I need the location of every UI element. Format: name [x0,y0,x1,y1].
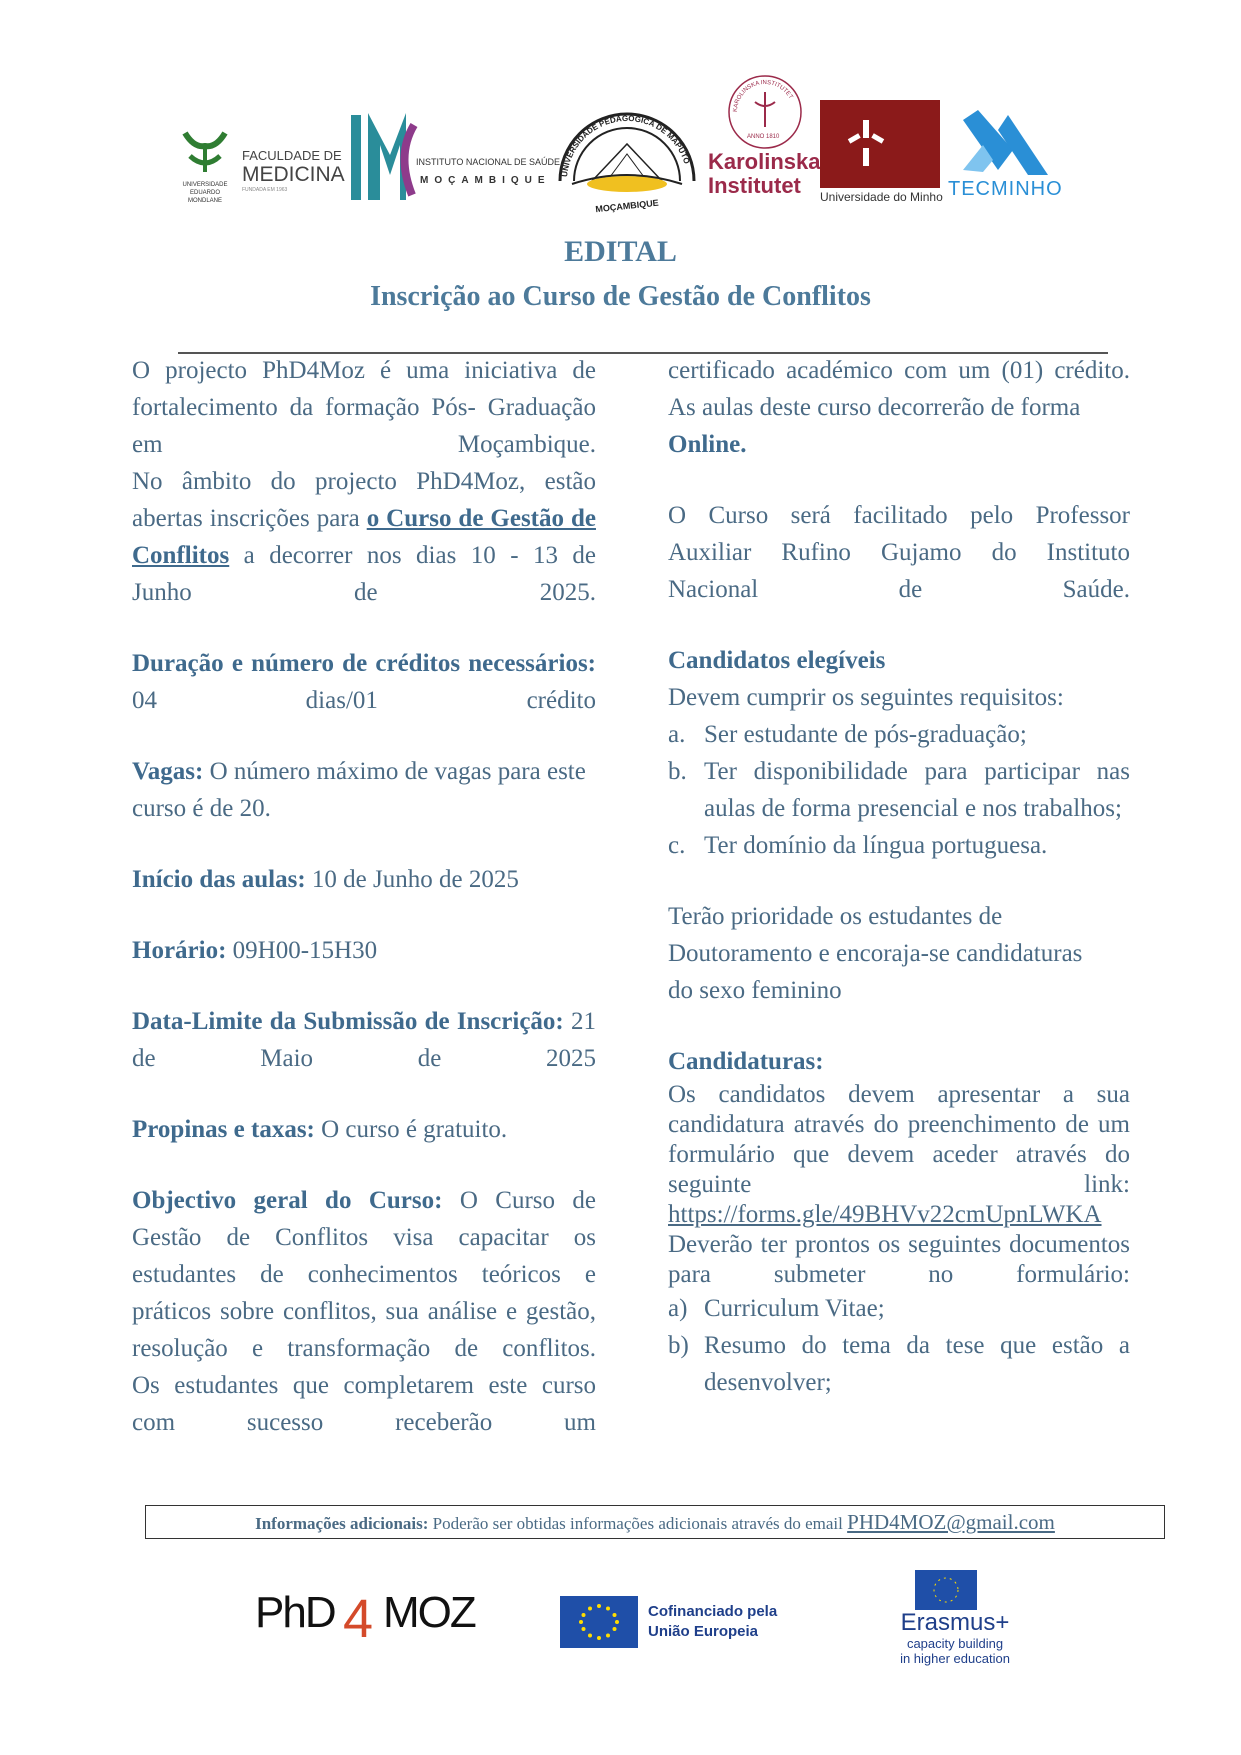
requisito-text: Ser estudante de pós-graduação; [704,721,1027,748]
vagas-value: O número máximo de vagas para este curso é de 20. [132,758,586,822]
ki-name-2: Institutet [708,173,801,198]
erasmus-name: Erasmus+ [900,1609,1010,1636]
online-word: Online. [668,431,747,458]
tecminho-logo [948,110,1063,210]
erasmus-flag-icon [915,1570,977,1610]
fmed-line-2: MEDICINA [242,163,345,186]
facilitado-paragraph: O Curso será facilitado pelo Professor Auxiliar Rufino Gujamo do Instituto Nacional de Saúde. [668,502,1130,603]
requisito-item [668,716,1130,753]
uem-line-2: EDUARDO [189,190,220,196]
info-email-link[interactable]: PHD4MOZ@gmail.com [847,1510,1055,1534]
requisito-marker: a. [668,721,686,748]
eu-line-1: Cofinanciado pela [648,1603,778,1620]
ki-seal-icon [725,72,805,152]
uminho-name: Universidade do Minho [820,190,943,204]
data-limite-value: 21 de Maio de 2025 [132,1008,596,1072]
fmed-logo [242,148,345,193]
propinas-value: O curso é gratuito. [314,1116,508,1143]
info-label: Informações adicionais: [255,1514,429,1533]
objectivo-label: Objectivo geral do Curso: [132,1187,443,1214]
requisito-marker: b. [668,758,687,785]
erasmus-sub-2: in higher education [900,1651,1010,1666]
vagas-label: Vagas: [132,758,204,785]
ki-year: ANNO 1810 [747,134,780,140]
requisito-item [668,827,1130,864]
requisito-text: Ter domínio da língua portuguesa. [704,832,1048,859]
horario-field [132,932,596,969]
requisitos-intro: Devem cumprir os seguintes requisitos: [668,684,1064,711]
phd4moz-moz: MOZ [383,1588,475,1637]
requisito-text: Ter disponibilidade para participar nas aulas de forma presencial e nos trabalhos; [704,758,1130,822]
up-emblem-icon [552,106,702,196]
online-paragraph [668,389,1130,463]
intro-paragraph: O projecto PhD4Moz é uma iniciativa de fortalecimento da formação Pós- Graduação em Moçambique. [132,357,596,458]
ki-logo [708,72,821,212]
propinas-label: Propinas e taxas: [132,1116,315,1143]
erasmus-logo [880,1570,1030,1670]
header-logo-row [180,79,1080,230]
candidaturas-paragraph: Os candidatos devem apresentar a sua candidatura através do preenchimento de um formulário que devem aceder através do seguinte link: [668,1081,1130,1198]
page-title: EDITAL [564,235,677,268]
erasmus-sub-1: capacity building [906,1636,1004,1651]
fmed-line-3: FUNDADA EM 1963 [242,187,288,193]
left-column [132,352,596,1441]
documento-marker: b) [668,1332,689,1359]
elegiveis-heading: Candidatos elegíveis [668,647,886,674]
intro-text-a: No âmbito do projecto PhD4Moz, estão abertas inscrições para [132,468,596,532]
requisito-item [668,753,1130,827]
uem-emblem-icon [180,128,230,176]
uminho-emblem [820,100,940,188]
objectivo-field [132,1182,596,1367]
duracao-field [132,645,596,719]
ki-name-1: Karolinska [708,149,821,174]
info-text: Poderão ser obtidas informações adicionais através do email [428,1514,848,1533]
documento-item [668,1290,1130,1327]
course-link[interactable]: o Curso de Gestão de Conflitos [132,505,596,569]
inicio-field [132,861,596,898]
online-text: As aulas deste curso decorrerão de forma [668,394,1081,421]
inicio-value: 10 de Junho de 2025 [305,866,519,893]
form-link[interactable]: https://forms.gle/49BHVv22cmUpnLWKA [668,1201,1102,1228]
horario-value: 09H00-15H30 [226,937,378,964]
eu-flag-icon [560,1596,638,1648]
right-column [668,352,1130,1401]
info-box [145,1505,1165,1539]
eu-cofunding-logo [560,1596,810,1656]
ins-line-1: INSTITUTO NACIONAL DE SAÚDE [416,157,561,167]
ins-emblem-icon [348,105,428,205]
ins-logo [348,105,561,205]
uminho-symbol-icon [846,118,886,168]
data-limite-label: Data-Limite da Submissão de Inscrição: [132,1008,564,1035]
page-subtitle: Inscrição ao Curso de Gestão de Conflitos [370,281,871,312]
certificado-paragraph: certificado académico com um (01) crédito. [668,357,1130,384]
up-bottom-text: MOÇAMBIQUE [594,197,660,215]
horario-label: Horário: [132,937,227,964]
documento-marker: a) [668,1295,688,1322]
prioridade-paragraph: Terão prioridade os estudantes de Doutoramento e encoraja-se candidaturas do sexo feminino [668,903,1083,1004]
uem-logo [180,128,230,208]
documento-text: Resumo do tema da tese que estão a desenvolver; [704,1332,1130,1396]
propinas-field [132,1111,596,1148]
intro-paragraph-2 [132,463,596,611]
tecminho-name: TECMINHO [948,178,1063,200]
phd4moz-phd: PhD [255,1588,335,1637]
documento-item [668,1327,1130,1401]
uem-line-1: UNIVERSIDADE [182,182,228,188]
data-limite-field [132,1003,596,1077]
eu-line-2: União Europeia [648,1623,759,1640]
phd4moz-num: 4 [343,1589,374,1649]
fmed-line-1: FACULDADE DE [242,148,342,163]
duracao-value: 04 dias/01 crédito [132,687,596,714]
ki-seal-text: KAROLINSKA INSTITUTET [732,79,794,113]
uminho-logo [820,100,944,212]
requisito-marker: c. [668,832,686,859]
ins-line-2: MOÇAMBIQUE [420,175,551,186]
phd4moz-logo [255,1588,475,1664]
up-arc-text: UNIVERSIDADE PEDAGÓGICA DE MAPUTO [560,113,692,178]
uem-line-3: MONDLANE [187,198,222,204]
candidaturas-heading: Candidaturas: [668,1048,824,1075]
inicio-label: Início das aulas: [132,866,306,893]
objectivo-value: O Curso de Gestão de Conflitos visa capacitar os estudantes de conhecimentos teóricos e práticos sobre conflitos, sua análise e gestão, resolução e transformação de conflitos. [132,1187,596,1362]
documentos-intro: Deverão ter prontos os seguintes documentos para submeter no formulário: [668,1231,1130,1288]
up-logo [552,106,702,215]
vagas-field [132,753,596,827]
intro-text-b: a decorrer nos dias 10 - 13 de Junho de 2025. [132,542,596,606]
completar-paragraph: Os estudantes que completarem este curso com sucesso receberão um [132,1372,596,1436]
tecminho-emblem-icon [958,110,1048,178]
duracao-label: Duração e número de créditos necessários: [132,650,596,677]
documento-text: Curriculum Vitae; [704,1295,885,1322]
